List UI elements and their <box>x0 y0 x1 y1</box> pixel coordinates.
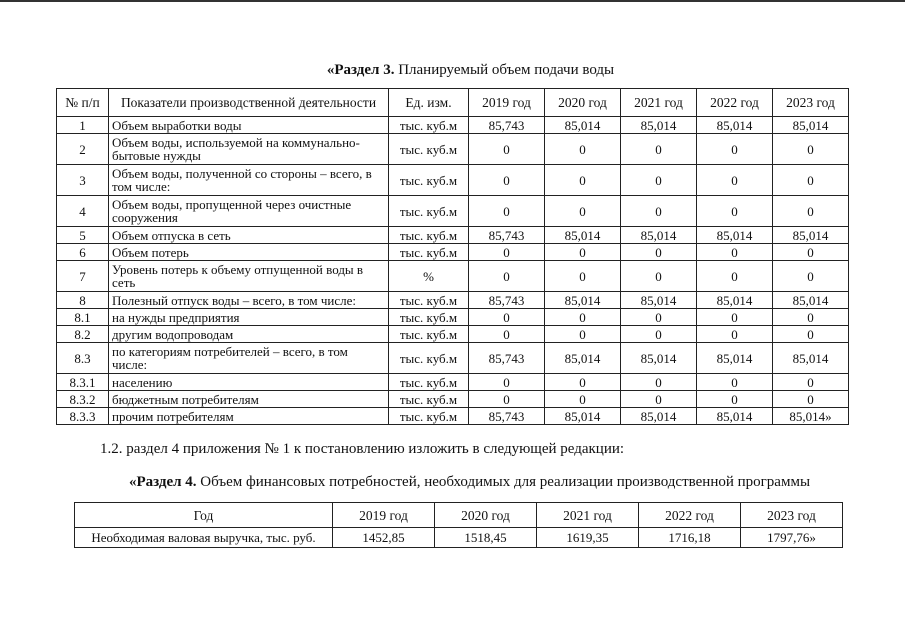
value-cell: 85,014 <box>773 292 849 309</box>
column-header: 2022 год <box>639 503 741 528</box>
table-row <box>57 134 849 165</box>
row-label: Необходимая валовая выручка, тыс. руб. <box>75 528 333 548</box>
column-header: 2022 год <box>697 89 773 117</box>
unit-cell: % <box>389 261 469 292</box>
section3-heading <box>18 62 905 79</box>
value-cell: 1797,76» <box>741 528 843 548</box>
value-cell: 0 <box>469 326 545 343</box>
unit-cell: тыс. куб.м <box>389 165 469 196</box>
row-number: 5 <box>57 227 109 244</box>
table-row <box>57 261 849 292</box>
value-cell: 0 <box>469 244 545 261</box>
row-number: 8.3.3 <box>57 408 109 425</box>
value-cell: 0 <box>697 134 773 165</box>
row-number: 8 <box>57 292 109 309</box>
indicator-name: Объем воды, пропущенной через очистные сооружения <box>109 196 389 227</box>
value-cell: 0 <box>773 309 849 326</box>
value-cell: 85,014 <box>697 343 773 374</box>
unit-cell: тыс. куб.м <box>389 227 469 244</box>
value-cell: 85,014 <box>773 117 849 134</box>
value-cell: 0 <box>545 309 621 326</box>
row-number: 8.3 <box>57 343 109 374</box>
value-cell: 0 <box>621 261 697 292</box>
unit-cell: тыс. куб.м <box>389 244 469 261</box>
value-cell: 0 <box>773 374 849 391</box>
value-cell: 0 <box>469 261 545 292</box>
value-cell: 0 <box>469 374 545 391</box>
value-cell: 1452,85 <box>333 528 435 548</box>
table-row <box>57 408 849 425</box>
value-cell: 0 <box>697 391 773 408</box>
row-number: 8.1 <box>57 309 109 326</box>
value-cell: 0 <box>469 309 545 326</box>
value-cell: 0 <box>697 309 773 326</box>
value-cell: 85,014 <box>697 408 773 425</box>
value-cell: 0 <box>773 196 849 227</box>
table-row <box>57 196 849 227</box>
column-header: 2020 год <box>435 503 537 528</box>
value-cell: 0 <box>697 165 773 196</box>
indicator-name: другим водопроводам <box>109 326 389 343</box>
indicator-name: на нужды предприятия <box>109 309 389 326</box>
indicator-name: населению <box>109 374 389 391</box>
table-row <box>57 343 849 374</box>
value-cell: 0 <box>545 326 621 343</box>
unit-cell: тыс. куб.м <box>389 391 469 408</box>
value-cell: 0 <box>469 165 545 196</box>
value-cell: 0 <box>545 165 621 196</box>
row-number: 6 <box>57 244 109 261</box>
value-cell: 85,014 <box>621 292 697 309</box>
value-cell: 0 <box>773 261 849 292</box>
value-cell: 0 <box>545 374 621 391</box>
unit-cell: тыс. куб.м <box>389 292 469 309</box>
section4-heading <box>17 474 905 491</box>
value-cell: 0 <box>773 134 849 165</box>
table-row <box>57 117 849 134</box>
indicator-name: Объем воды, используемой на коммунально-бытовые нужды <box>109 134 389 165</box>
indicator-name: Объем потерь <box>109 244 389 261</box>
section3-heading-text: Планируемый объем подачи воды <box>394 62 615 78</box>
value-cell: 0 <box>545 134 621 165</box>
value-cell: 85,014 <box>545 292 621 309</box>
table-row <box>57 244 849 261</box>
value-cell: 0 <box>773 391 849 408</box>
value-cell: 0 <box>545 244 621 261</box>
indicator-name: Полезный отпуск воды – всего, в том числе: <box>109 292 389 309</box>
row-number: 8.2 <box>57 326 109 343</box>
value-cell: 85,014 <box>621 343 697 374</box>
financial-needs-header-row <box>75 503 843 528</box>
value-cell: 0 <box>697 196 773 227</box>
column-header: 2019 год <box>333 503 435 528</box>
table-row <box>57 227 849 244</box>
column-header: 2020 год <box>545 89 621 117</box>
value-cell: 85,743 <box>469 117 545 134</box>
value-cell: 0 <box>621 309 697 326</box>
column-header: Показатели производственной деятельности <box>109 89 389 117</box>
value-cell: 85,014 <box>621 408 697 425</box>
value-cell: 85,014 <box>621 227 697 244</box>
value-cell: 0 <box>697 261 773 292</box>
row-number: 4 <box>57 196 109 227</box>
value-cell: 0 <box>469 196 545 227</box>
value-cell: 85,014 <box>545 408 621 425</box>
value-cell: 85,014 <box>545 227 621 244</box>
financial-needs-table <box>74 502 843 548</box>
unit-cell: тыс. куб.м <box>389 117 469 134</box>
value-cell: 1518,45 <box>435 528 537 548</box>
value-cell: 0 <box>697 326 773 343</box>
table-row <box>57 165 849 196</box>
value-cell: 85,014 <box>697 292 773 309</box>
indicator-name: Объем отпуска в сеть <box>109 227 389 244</box>
value-cell: 0 <box>621 244 697 261</box>
section4-heading-bold: «Раздел 4. <box>128 474 197 490</box>
value-cell: 0 <box>773 165 849 196</box>
column-header: 2023 год <box>741 503 843 528</box>
value-cell: 0 <box>621 165 697 196</box>
value-cell: 0 <box>545 196 621 227</box>
indicator-name: Объем выработки воды <box>109 117 389 134</box>
value-cell: 0 <box>545 391 621 408</box>
table-row <box>57 374 849 391</box>
table-row <box>57 292 849 309</box>
value-cell: 0 <box>469 391 545 408</box>
value-cell: 85,014 <box>545 343 621 374</box>
water-supply-table-header <box>57 89 849 117</box>
value-cell: 0 <box>697 374 773 391</box>
value-cell: 0 <box>621 326 697 343</box>
value-cell: 0 <box>773 244 849 261</box>
indicator-name: Объем воды, полученной со стороны – всего, в том числе: <box>109 165 389 196</box>
water-supply-table-body <box>57 117 849 425</box>
section4-heading-text: Объем финансовых потребностей, необходимых для реализации производственной программы <box>196 474 811 490</box>
value-cell: 0 <box>621 374 697 391</box>
section3-heading-bold: «Раздел 3. <box>326 62 395 78</box>
indicator-name: прочим потребителям <box>109 408 389 425</box>
unit-cell: тыс. куб.м <box>389 196 469 227</box>
column-header: № п/п <box>57 89 109 117</box>
value-cell: 0 <box>621 196 697 227</box>
value-cell: 85,014 <box>621 117 697 134</box>
table-row <box>57 309 849 326</box>
value-cell: 85,743 <box>469 408 545 425</box>
value-cell: 85,014 <box>773 227 849 244</box>
unit-cell: тыс. куб.м <box>389 134 469 165</box>
value-cell: 1716,18 <box>639 528 741 548</box>
value-cell: 85,014 <box>545 117 621 134</box>
column-header: 2023 год <box>773 89 849 117</box>
column-header: Ед. изм. <box>389 89 469 117</box>
table-row <box>57 391 849 408</box>
value-cell: 85,014» <box>773 408 849 425</box>
water-supply-table <box>56 88 849 425</box>
top-border-line <box>0 0 905 2</box>
indicator-name: Уровень потерь к объему отпущенной воды в сеть <box>109 261 389 292</box>
row-number: 3 <box>57 165 109 196</box>
row-number: 7 <box>57 261 109 292</box>
indicator-name: по категориям потребителей – всего, в том числе: <box>109 343 389 374</box>
amendment-paragraph: 1.2. раздел 4 приложения № 1 к постановлению изложить в следующей редакции: <box>100 441 625 457</box>
value-cell: 85,014 <box>697 117 773 134</box>
column-header: 2021 год <box>621 89 697 117</box>
indicator-name: бюджетным потребителям <box>109 391 389 408</box>
unit-cell: тыс. куб.м <box>389 374 469 391</box>
row-number: 8.3.2 <box>57 391 109 408</box>
value-cell: 0 <box>621 391 697 408</box>
value-cell: 85,743 <box>469 227 545 244</box>
column-header: 2019 год <box>469 89 545 117</box>
value-cell: 0 <box>545 261 621 292</box>
value-cell: 0 <box>469 134 545 165</box>
unit-cell: тыс. куб.м <box>389 343 469 374</box>
value-cell: 85,014 <box>773 343 849 374</box>
table-row <box>57 326 849 343</box>
value-cell: 85,014 <box>697 227 773 244</box>
row-number: 8.3.1 <box>57 374 109 391</box>
financial-needs-data-row <box>75 528 843 548</box>
row-number: 1 <box>57 117 109 134</box>
value-cell: 0 <box>773 326 849 343</box>
value-cell: 0 <box>697 244 773 261</box>
value-cell: 0 <box>621 134 697 165</box>
column-header: 2021 год <box>537 503 639 528</box>
value-cell: 85,743 <box>469 343 545 374</box>
row-number: 2 <box>57 134 109 165</box>
unit-cell: тыс. куб.м <box>389 408 469 425</box>
value-cell: 1619,35 <box>537 528 639 548</box>
value-cell: 85,743 <box>469 292 545 309</box>
unit-cell: тыс. куб.м <box>389 309 469 326</box>
column-header: Год <box>75 503 333 528</box>
unit-cell: тыс. куб.м <box>389 326 469 343</box>
